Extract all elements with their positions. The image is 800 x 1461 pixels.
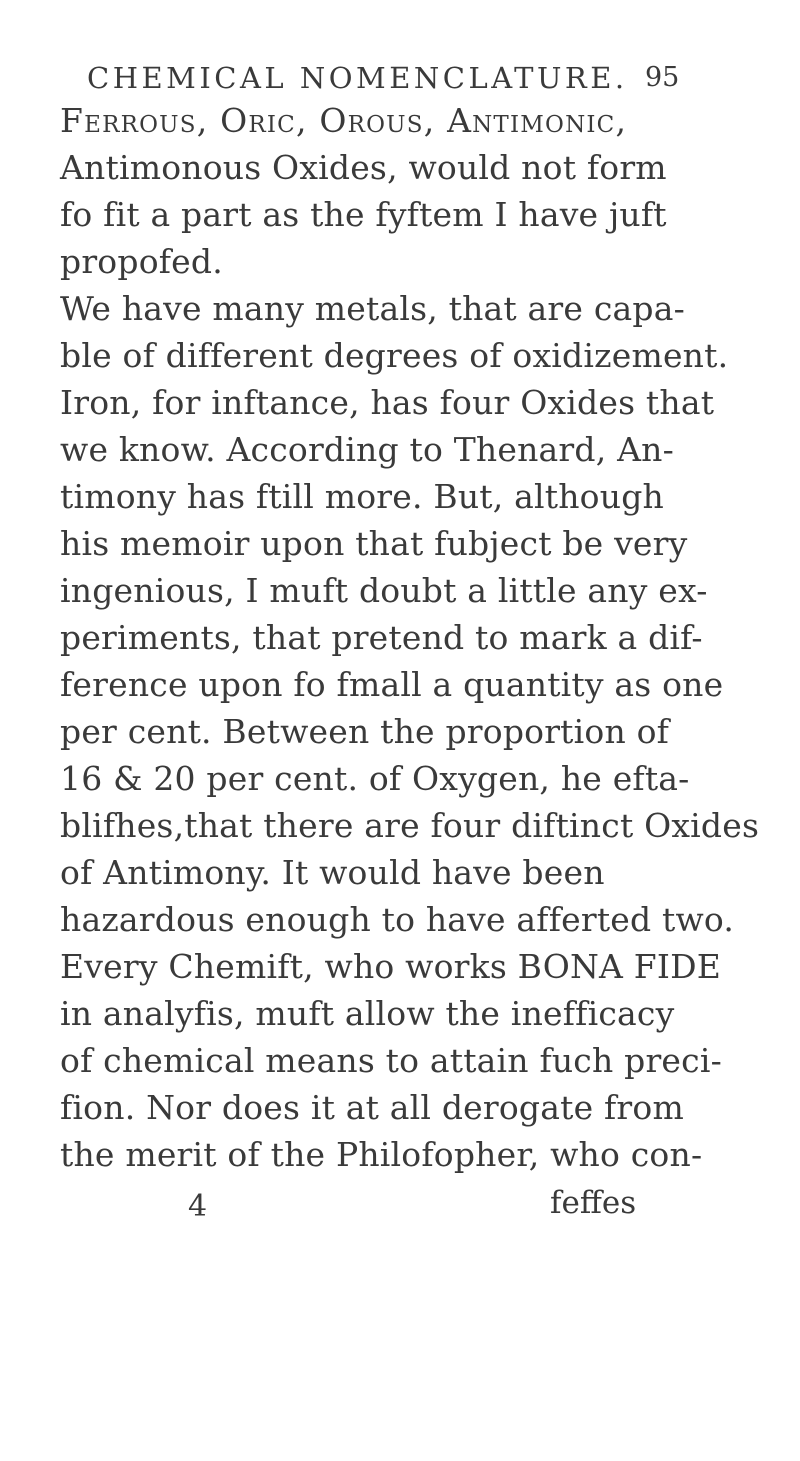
signature-mark: 4 <box>188 1189 208 1224</box>
page-footer <box>0 1180 800 1226</box>
text-line: timony has ftill more. But, although <box>60 477 664 516</box>
text-line: blifhes,that there are four diftinct Oxides <box>60 806 760 845</box>
text-line: periments, that pretend to mark a dif- <box>60 618 703 657</box>
text-line: ble of different degrees of oxidizement. <box>60 336 729 375</box>
text-line: fion. Nor does it at all derogate from <box>60 1088 684 1127</box>
text-line: We have many metals, that are capa- <box>60 289 685 328</box>
text-line: the merit of the Philofopher, who con- <box>60 1135 703 1174</box>
catchword: feffes <box>550 1185 637 1221</box>
text-line: of Antimony. It would have been <box>60 853 605 892</box>
text-line: his memoir upon that fubject be very <box>60 524 688 563</box>
running-head <box>0 58 800 98</box>
text-line: fo fit a part as the fyftem I have juft <box>60 195 667 234</box>
text-line: Every Chemift, who works BONA FIDE <box>60 947 722 986</box>
text-line: ference upon fo fmall a quantity as one <box>60 665 724 704</box>
text-line: per cent. Between the proportion of <box>60 712 670 751</box>
running-title: CHEMICAL NOMENCLATURE. <box>87 61 628 95</box>
text-line: hazardous enough to have afferted two. <box>60 900 735 939</box>
text-line: in analyfis, muft allow the inefficacy <box>60 994 675 1033</box>
text-line: propofed. <box>60 242 223 281</box>
text-line: Iron, for inftance, has four Oxides that <box>60 383 715 422</box>
text-line: Ferrous, Oric, Orous, Antimonic, <box>60 101 628 140</box>
text-line: of chemical means to attain fuch preci- <box>60 1041 722 1080</box>
text-line: 16 & 20 per cent. of Oxygen, he efta- <box>60 759 690 798</box>
page-number: 95 <box>645 62 680 93</box>
text-line: we know. According to Thenard, An- <box>60 430 674 469</box>
text-line: ingenious, I muft doubt a little any ex- <box>60 571 708 610</box>
text-line: Antimonous Oxides, would not form <box>60 148 667 187</box>
